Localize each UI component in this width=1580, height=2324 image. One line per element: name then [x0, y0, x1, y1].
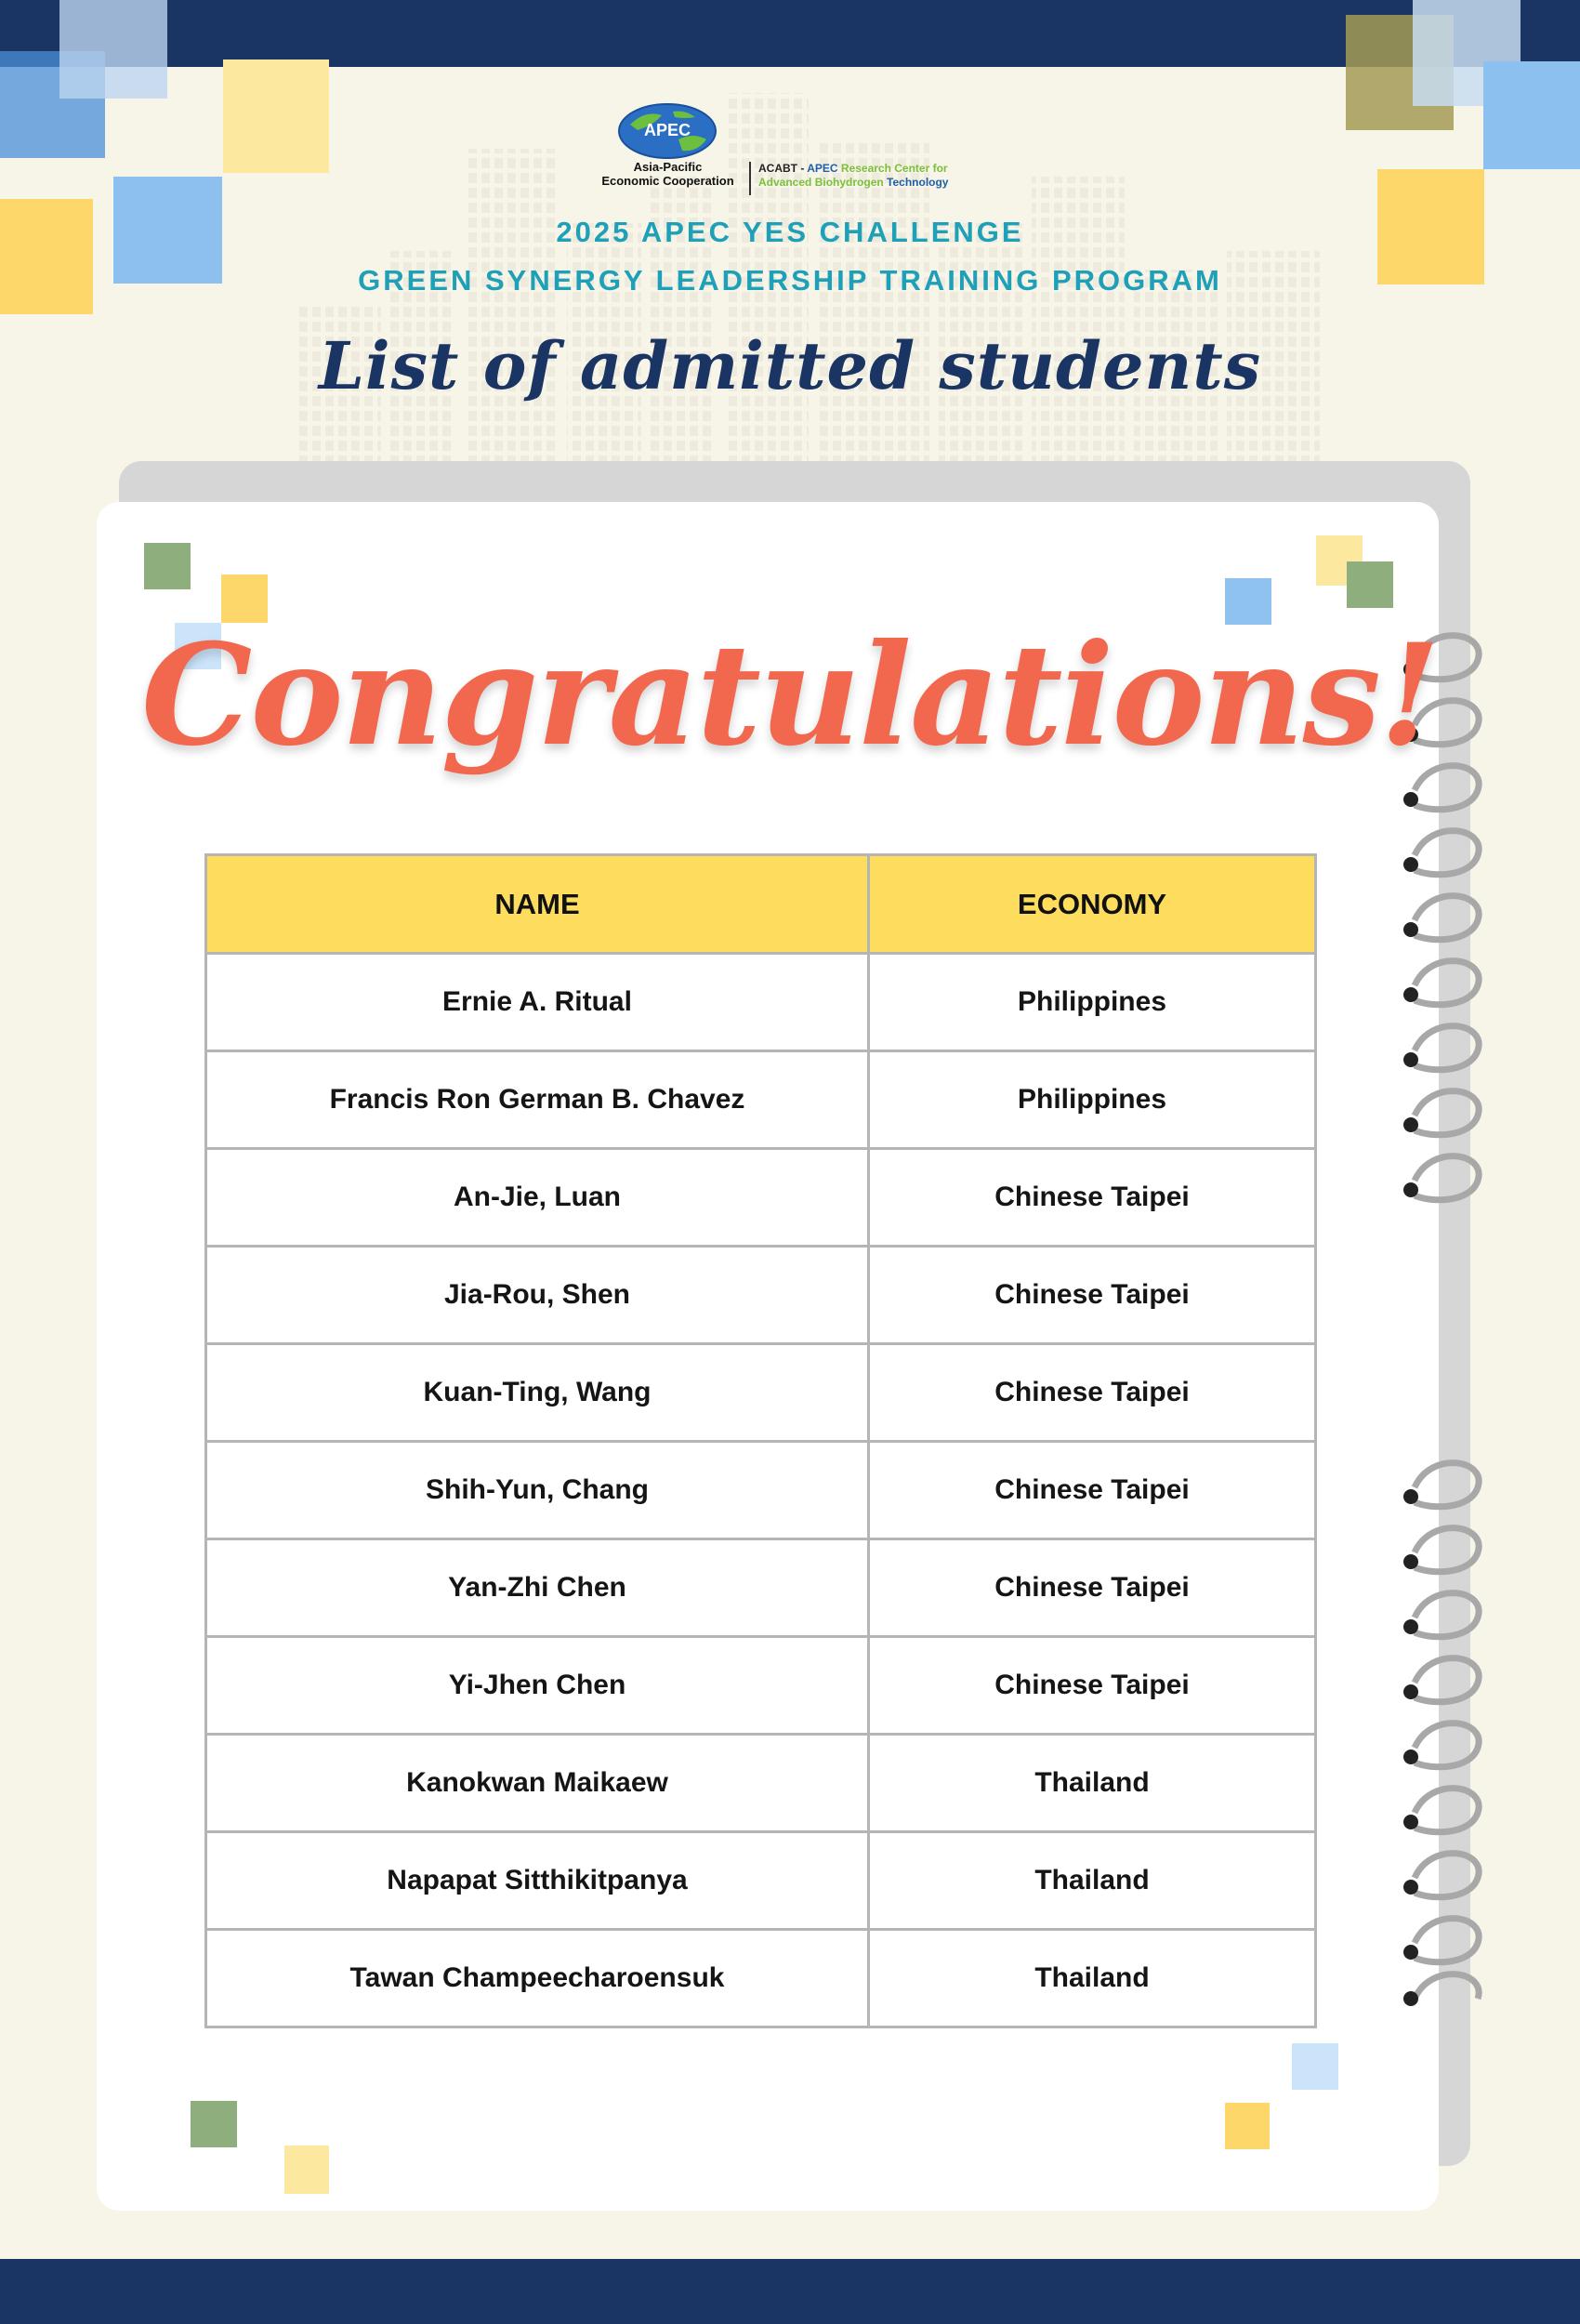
- list-title: List of admitted students: [318, 327, 1262, 404]
- table-row: [206, 954, 1316, 1051]
- table-row: [206, 1637, 1316, 1735]
- student-economy: Thailand: [869, 1832, 1316, 1930]
- student-name: Jia-Rou, Shen: [206, 1247, 869, 1344]
- student-economy: Thailand: [869, 1930, 1316, 2027]
- column-header-economy: ECONOMY: [869, 855, 1316, 954]
- student-name: Yi-Jhen Chen: [206, 1637, 869, 1735]
- decor-square: [1292, 2043, 1338, 2090]
- table-row: [206, 1344, 1316, 1442]
- student-name: Kanokwan Maikaew: [206, 1735, 869, 1832]
- table-row: [206, 1051, 1316, 1149]
- student-economy: Chinese Taipei: [869, 1442, 1316, 1539]
- decor-square: [1225, 2103, 1270, 2149]
- congratulations-heading: Congratulations!: [141, 614, 1439, 777]
- decor-square: [144, 543, 191, 589]
- apec-name-line1: Asia-Pacific: [633, 160, 703, 174]
- student-economy: Thailand: [869, 1735, 1316, 1832]
- student-name: Tawan Champeecharoensuk: [206, 1930, 869, 2027]
- acabt-research-center: Research Center for: [837, 162, 948, 175]
- logo-divider: [749, 162, 751, 195]
- table-row: [206, 1539, 1316, 1637]
- student-economy: Philippines: [869, 954, 1316, 1051]
- apec-name-line2: Economic Cooperation: [601, 174, 734, 188]
- student-name: Shih-Yun, Chang: [206, 1442, 869, 1539]
- student-economy: Chinese Taipei: [869, 1539, 1316, 1637]
- student-name: Ernie A. Ritual: [206, 954, 869, 1051]
- decor-square: [284, 2146, 329, 2194]
- decor-square: [191, 2101, 237, 2147]
- table-row: [206, 1735, 1316, 1832]
- bottom-band: [0, 2259, 1580, 2324]
- admitted-students-table: [204, 853, 1317, 2028]
- table-row: [206, 1930, 1316, 2027]
- spiral-binding: [1394, 623, 1506, 2017]
- event-title: 2025 APEC YES CHALLENGE: [556, 216, 1024, 248]
- student-name: An-Jie, Luan: [206, 1149, 869, 1247]
- apec-name: [591, 160, 744, 188]
- apec-mark-text: APEC: [643, 121, 691, 139]
- student-name: Kuan-Ting, Wang: [206, 1344, 869, 1442]
- acabt-technology: Technology: [883, 176, 949, 189]
- acabt-biohydrogen: Biohydrogen: [811, 176, 884, 189]
- column-header-name: NAME: [206, 855, 869, 954]
- header-logos: [591, 102, 1000, 195]
- table-row: [206, 1442, 1316, 1539]
- student-economy: Chinese Taipei: [869, 1247, 1316, 1344]
- acabt-advanced: Advanced: [758, 176, 812, 189]
- decor-square: [59, 0, 167, 99]
- student-economy: Chinese Taipei: [869, 1344, 1316, 1442]
- program-title: GREEN SYNERGY LEADERSHIP TRAINING PROGRAM: [358, 264, 1222, 297]
- acabt-abbrev: ACABT: [758, 162, 797, 175]
- decor-square: [1483, 61, 1580, 169]
- student-economy: Chinese Taipei: [869, 1149, 1316, 1247]
- decor-square: [1347, 561, 1393, 608]
- student-economy: Chinese Taipei: [869, 1637, 1316, 1735]
- student-name: Napapat Sitthikitpanya: [206, 1832, 869, 1930]
- table-row: [206, 1832, 1316, 1930]
- table-header-row: [206, 855, 1316, 954]
- acabt-apec: APEC: [807, 162, 838, 175]
- student-economy: Philippines: [869, 1051, 1316, 1149]
- acabt-dash: -: [797, 162, 808, 175]
- acabt-logo-text: [758, 162, 948, 190]
- student-name: Yan-Zhi Chen: [206, 1539, 869, 1637]
- table-row: [206, 1149, 1316, 1247]
- table-row: [206, 1247, 1316, 1344]
- student-name: Francis Ron German B. Chavez: [206, 1051, 869, 1149]
